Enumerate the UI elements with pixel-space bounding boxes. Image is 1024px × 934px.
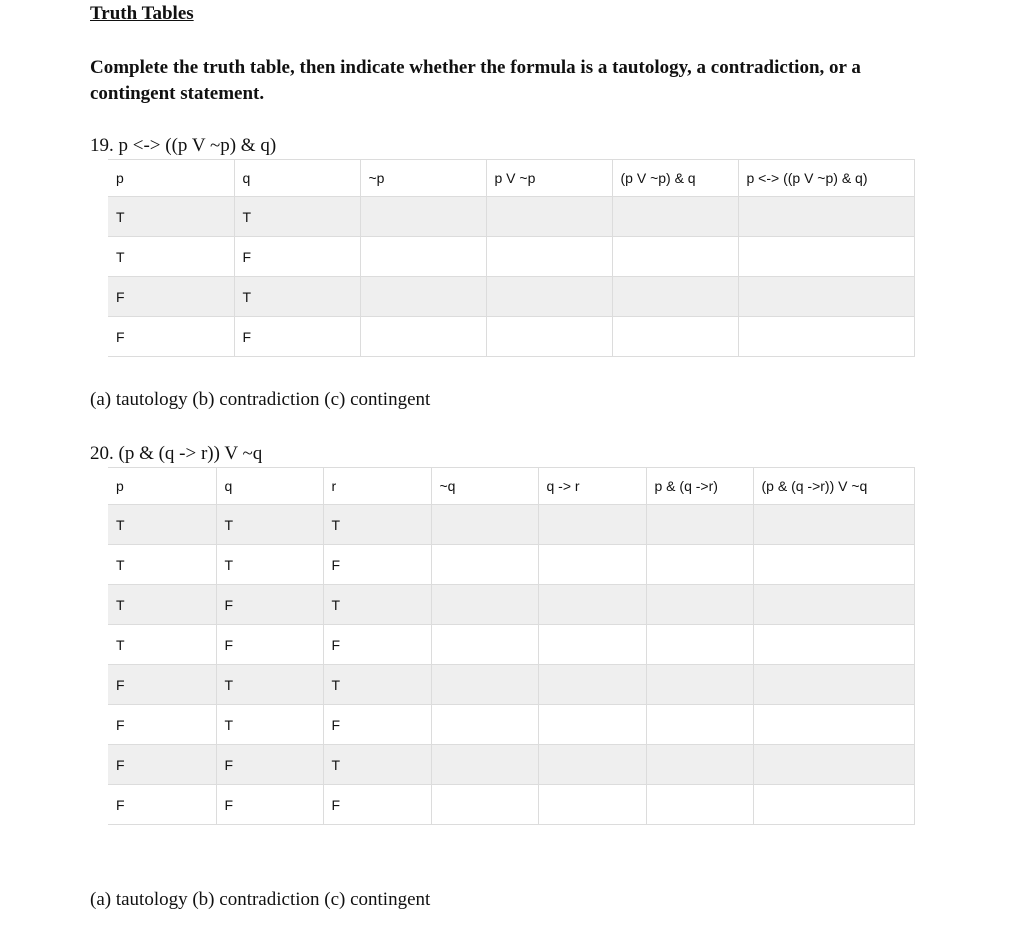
table-cell: T	[108, 625, 216, 665]
table-cell-blank[interactable]	[538, 745, 646, 785]
table-cell: T	[108, 585, 216, 625]
table-cell-blank[interactable]	[612, 197, 738, 237]
table-cell-blank[interactable]	[753, 625, 914, 665]
column-header-not-p: ~p	[360, 160, 486, 197]
table-cell-blank[interactable]	[538, 665, 646, 705]
table-cell-blank[interactable]	[646, 665, 753, 705]
table-cell-blank[interactable]	[646, 505, 753, 545]
column-header-disjunction: (p & (q ->r)) V ~q	[753, 468, 914, 505]
table-cell: F	[216, 745, 323, 785]
table-row	[108, 705, 914, 745]
column-header-not-q: ~q	[431, 468, 538, 505]
truth-table-20	[108, 467, 915, 825]
table-cell: F	[323, 545, 431, 585]
table-cell: T	[216, 705, 323, 745]
column-header-p: p	[108, 160, 234, 197]
table-cell: T	[108, 237, 234, 277]
table-cell: T	[323, 665, 431, 705]
table-cell-blank[interactable]	[538, 505, 646, 545]
table-row	[108, 785, 914, 825]
table-cell-blank[interactable]	[646, 785, 753, 825]
table-header-row	[108, 468, 914, 505]
table-cell: F	[216, 785, 323, 825]
table-cell-blank[interactable]	[486, 277, 612, 317]
problem-20-answer-choices: (a) tautology (b) contradiction (c) contingent	[90, 889, 431, 910]
table-cell: F	[234, 237, 360, 277]
table-cell-blank[interactable]	[538, 585, 646, 625]
table-cell: F	[108, 665, 216, 705]
table-cell-blank[interactable]	[360, 277, 486, 317]
table-cell-blank[interactable]	[486, 317, 612, 357]
table-cell: F	[216, 585, 323, 625]
table-cell-blank[interactable]	[646, 545, 753, 585]
table-cell: T	[216, 665, 323, 705]
table-cell-blank[interactable]	[431, 505, 538, 545]
table-cell-blank[interactable]	[431, 745, 538, 785]
table-cell-blank[interactable]	[753, 505, 914, 545]
table-row	[108, 197, 914, 237]
table-cell: T	[108, 545, 216, 585]
column-header-biconditional: p <-> ((p V ~p) & q)	[738, 160, 914, 197]
table-cell-blank[interactable]	[646, 625, 753, 665]
table-cell: F	[108, 745, 216, 785]
table-cell: F	[108, 277, 234, 317]
table-header-row	[108, 160, 914, 197]
table-cell: T	[216, 545, 323, 585]
column-header-r: r	[323, 468, 431, 505]
table-cell: T	[323, 585, 431, 625]
table-cell: F	[108, 705, 216, 745]
instructions: Complete the truth table, then indicate whether the formula is a tautology, a contradiction, or a contingent statement.	[90, 57, 861, 104]
table-cell-blank[interactable]	[612, 237, 738, 277]
table-cell: T	[323, 505, 431, 545]
table-cell-blank[interactable]	[646, 585, 753, 625]
table-cell: T	[234, 277, 360, 317]
table-cell-blank[interactable]	[486, 197, 612, 237]
table-cell-blank[interactable]	[431, 625, 538, 665]
table-cell-blank[interactable]	[538, 705, 646, 745]
problem-20-title: 20. (p & (q -> r)) V ~q	[90, 443, 263, 464]
table-row	[108, 745, 914, 785]
table-cell-blank[interactable]	[431, 545, 538, 585]
table-cell-blank[interactable]	[753, 785, 914, 825]
table-cell-blank[interactable]	[486, 237, 612, 277]
problem-19-answer-choices: (a) tautology (b) contradiction (c) contingent	[90, 389, 431, 410]
page-title: Truth Tables	[90, 3, 194, 24]
table-cell-blank[interactable]	[538, 785, 646, 825]
table-row	[108, 545, 914, 585]
table-cell-blank[interactable]	[738, 237, 914, 277]
table-cell-blank[interactable]	[753, 665, 914, 705]
table-row	[108, 585, 914, 625]
table-cell-blank[interactable]	[612, 317, 738, 357]
table-cell: F	[108, 317, 234, 357]
table-cell-blank[interactable]	[360, 317, 486, 357]
table-row	[108, 317, 914, 357]
table-cell: T	[216, 505, 323, 545]
table-cell: F	[323, 705, 431, 745]
table-cell-blank[interactable]	[738, 197, 914, 237]
table-cell: F	[323, 785, 431, 825]
table-row	[108, 665, 914, 705]
table-cell: T	[234, 197, 360, 237]
table-cell-blank[interactable]	[646, 745, 753, 785]
table-row	[108, 505, 914, 545]
table-cell: F	[323, 625, 431, 665]
table-cell-blank[interactable]	[360, 237, 486, 277]
table-cell: T	[323, 745, 431, 785]
column-header-q: q	[216, 468, 323, 505]
column-header-q-implies-r: q -> r	[538, 468, 646, 505]
table-row	[108, 237, 914, 277]
table-cell-blank[interactable]	[753, 585, 914, 625]
table-cell: F	[108, 785, 216, 825]
column-header-q: q	[234, 160, 360, 197]
table-cell-blank[interactable]	[360, 197, 486, 237]
truth-table-19	[108, 159, 915, 357]
table-cell-blank[interactable]	[431, 585, 538, 625]
table-cell-blank[interactable]	[646, 705, 753, 745]
table-cell-blank[interactable]	[753, 545, 914, 585]
column-header-conjunction: p & (q ->r)	[646, 468, 753, 505]
table-cell: T	[108, 197, 234, 237]
table-cell-blank[interactable]	[753, 705, 914, 745]
table-row	[108, 625, 914, 665]
table-cell-blank[interactable]	[738, 277, 914, 317]
table-row	[108, 277, 914, 317]
table-cell-blank[interactable]	[431, 705, 538, 745]
column-header-conjunction: (p V ~p) & q	[612, 160, 738, 197]
table-cell-blank[interactable]	[431, 665, 538, 705]
column-header-p: p	[108, 468, 216, 505]
table-cell-blank[interactable]	[753, 745, 914, 785]
table-cell-blank[interactable]	[612, 277, 738, 317]
table-cell-blank[interactable]	[431, 785, 538, 825]
column-header-p-or-not-p: p V ~p	[486, 160, 612, 197]
table-cell-blank[interactable]	[538, 545, 646, 585]
table-cell: F	[216, 625, 323, 665]
table-cell-blank[interactable]	[738, 317, 914, 357]
problem-19-title: 19. p <-> ((p V ~p) & q)	[90, 135, 277, 156]
table-cell: F	[234, 317, 360, 357]
table-cell: T	[108, 505, 216, 545]
table-cell-blank[interactable]	[538, 625, 646, 665]
